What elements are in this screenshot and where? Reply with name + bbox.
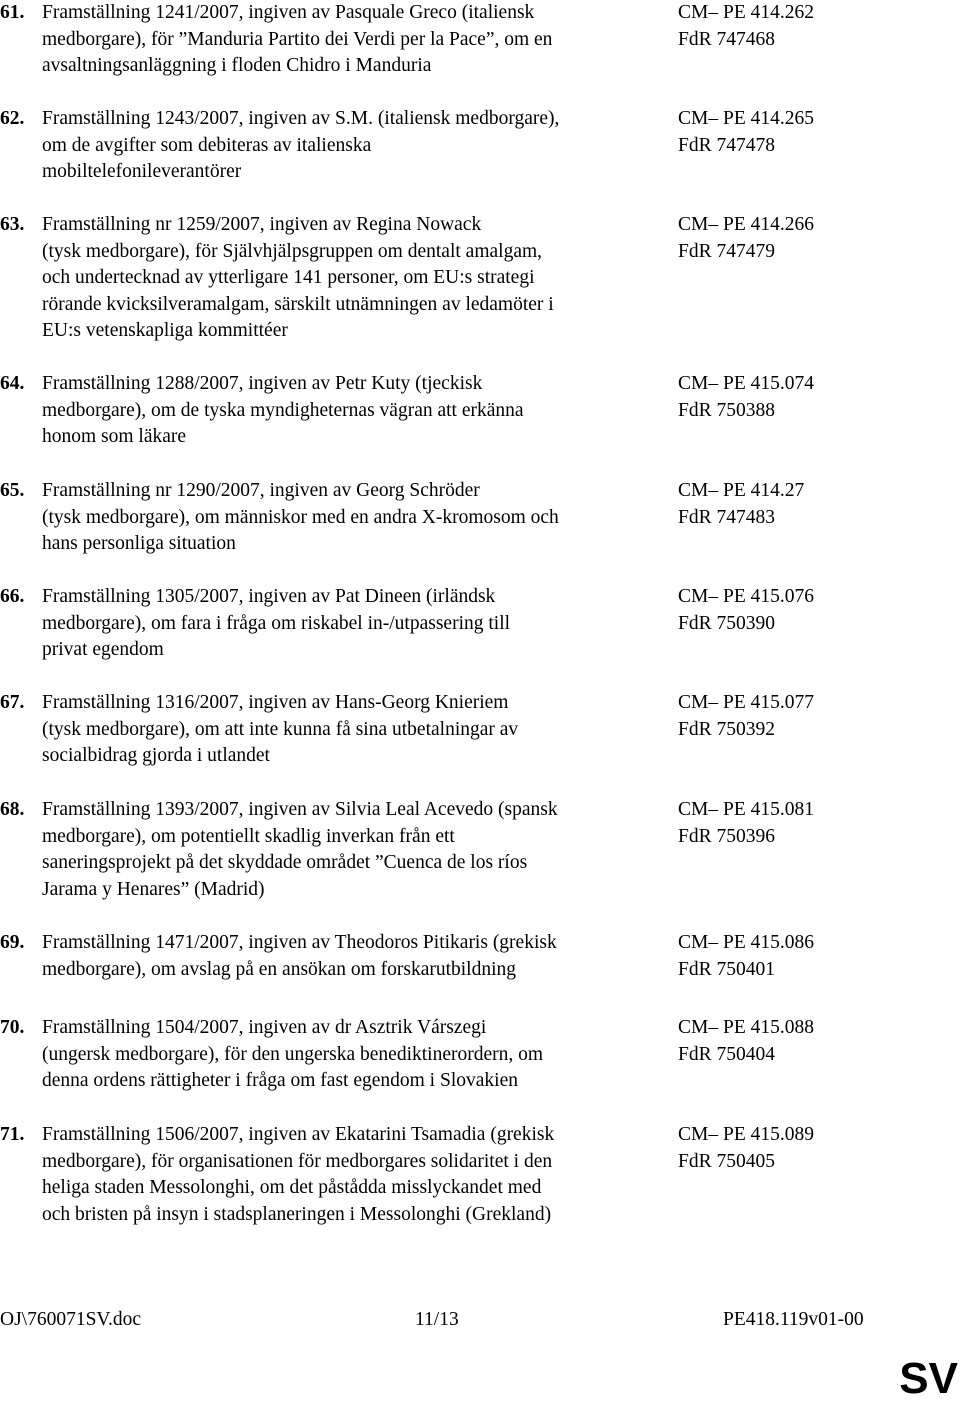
entry-text-line: (tysk medborgare), om människor med en andra X-kromosom och <box>42 506 559 528</box>
entry-references <box>678 690 948 743</box>
entry-text-line: medborgare), om avslag på en ansökan om forskarutbildning <box>42 958 517 980</box>
entry-references <box>678 930 948 983</box>
entry-text-line: EU:s vetenskapliga kommittéer <box>42 320 288 341</box>
entry-references <box>678 797 948 850</box>
cm-reference: CM– PE 415.081 <box>678 799 814 820</box>
entry-text-line: Framställning 1241/2007, ingiven av Pasquale Greco (italiensk <box>42 2 535 23</box>
entry-text-line: Framställning nr 1290/2007, ingiven av Georg Schröder <box>42 480 480 501</box>
entry-number: 67. <box>0 692 25 713</box>
entry-text-line: privat egendom <box>42 639 164 660</box>
entry-references <box>678 0 948 53</box>
entry-number: 70. <box>0 1017 25 1038</box>
entry-number: 66. <box>0 586 25 607</box>
entry-text-line: (ungersk medborgare), för den ungerska benediktinerordern, om <box>42 1043 544 1065</box>
entry-text-line: Framställning 1506/2007, ingiven av Ekatarini Tsamadia (grekisk <box>42 1124 555 1145</box>
entry-references <box>678 212 948 265</box>
entry-number: 71. <box>0 1124 25 1145</box>
entry-text-line: rörande kvicksilveramalgam, särskilt utnämningen av ledamöter i <box>42 293 554 315</box>
entry-references <box>678 1122 948 1175</box>
entry-text-line: Framställning 1305/2007, ingiven av Pat Dineen (irländsk <box>42 586 496 607</box>
entry-text-line: (tysk medborgare), för Självhjälpsgruppen om dentalt amalgam, <box>42 240 543 262</box>
entry-text <box>42 584 672 664</box>
entry-text-line: medborgare), om de tyska myndigheternas vägran att erkänna <box>42 399 524 421</box>
cm-reference: CM– PE 415.086 <box>678 932 814 953</box>
language-code: SV <box>899 1354 958 1403</box>
entry-text-line: avsaltningsanläggning i floden Chidro i Manduria <box>42 55 432 76</box>
fdr-reference: FdR 747483 <box>678 506 775 528</box>
cm-reference: CM– PE 414.262 <box>678 2 814 23</box>
entry-text <box>42 371 672 451</box>
entry-text <box>42 1122 672 1228</box>
entry-text-line: och bristen på insyn i stadsplaneringen i Messolonghi (Grekland) <box>42 1203 552 1225</box>
entry-text-line: socialbidrag gjorda i utlandet <box>42 745 270 766</box>
cm-reference: CM– PE 414.266 <box>678 214 814 235</box>
cm-reference: CM– PE 415.088 <box>678 1017 814 1038</box>
entry-text-line: och undertecknad av ytterligare 141 personer, om EU:s strategi <box>42 267 535 288</box>
entry-text-line: om de avgifter som debiteras av italienska <box>42 134 372 156</box>
entry-text-line: medborgare), för ”Manduria Partito dei Verdi per la Pace”, om en <box>42 28 553 50</box>
entry-text <box>42 1015 672 1095</box>
fdr-reference: FdR 747468 <box>678 28 775 50</box>
footer-reference: PE418.119v01-00 <box>723 1309 864 1330</box>
entry-text-line: medborgare), om fara i fråga om riskabel in-/utpassering till <box>42 612 511 634</box>
footer-filename: OJ\760071SV.doc <box>0 1309 142 1330</box>
entry-text <box>42 690 672 770</box>
entry-number: 64. <box>0 373 25 394</box>
entry-text-line: medborgare), för organisationen för medborgares solidaritet i den <box>42 1150 553 1172</box>
footer-page-number: 11/13 <box>415 1309 459 1330</box>
fdr-reference: FdR 747479 <box>678 240 775 262</box>
fdr-reference: FdR 750392 <box>678 718 775 740</box>
entry-text-line: Framställning 1316/2007, ingiven av Hans-Georg Knieriem <box>42 692 509 713</box>
entry-text-line: Jarama y Henares” (Madrid) <box>42 878 265 900</box>
entry-text-line: Framställning 1393/2007, ingiven av Silvia Leal Acevedo (spansk <box>42 799 558 820</box>
cm-reference: CM– PE 414.265 <box>678 108 814 129</box>
entry-references <box>678 371 948 424</box>
entry-number: 65. <box>0 480 25 501</box>
cm-reference: CM– PE 415.074 <box>678 373 814 394</box>
entry-text <box>42 0 672 80</box>
entry-text <box>42 106 672 186</box>
entry-text-line: saneringsprojekt på det skyddade området ”Cuenca de los ríos <box>42 852 528 873</box>
entry-text <box>42 478 672 558</box>
entry-text-line: Framställning 1471/2007, ingiven av Theodoros Pitikaris (grekisk <box>42 932 557 953</box>
entry-text-line: (tysk medborgare), om att inte kunna få sina utbetalningar av <box>42 718 519 740</box>
entry-text-line: mobiltelefonileverantörer <box>42 161 242 182</box>
entry-references <box>678 1015 948 1068</box>
fdr-reference: FdR 750401 <box>678 958 775 980</box>
entry-number: 62. <box>0 108 25 129</box>
entry-text <box>42 212 672 345</box>
entry-text-line: Framställning 1243/2007, ingiven av S.M. (italiensk medborgare), <box>42 108 560 129</box>
fdr-reference: FdR 750388 <box>678 399 775 421</box>
entry-text-line: Framställning 1504/2007, ingiven av dr Asztrik Várszegi <box>42 1017 487 1038</box>
entry-references <box>678 584 948 637</box>
fdr-reference: FdR 750405 <box>678 1150 775 1172</box>
entry-number: 69. <box>0 932 25 953</box>
cm-reference: CM– PE 415.089 <box>678 1124 814 1145</box>
entry-text <box>42 797 672 903</box>
entry-text-line: denna ordens rättigheter i fråga om fast egendom i Slovakien <box>42 1070 518 1091</box>
entry-number: 68. <box>0 799 25 820</box>
entry-number: 61. <box>0 2 25 23</box>
cm-reference: CM– PE 415.077 <box>678 692 814 713</box>
fdr-reference: FdR 747478 <box>678 134 775 156</box>
entry-text-line: hans personliga situation <box>42 533 236 554</box>
cm-reference: CM– PE 414.27 <box>678 480 805 501</box>
fdr-reference: FdR 750396 <box>678 825 775 847</box>
entry-text-line: Framställning nr 1259/2007, ingiven av Regina Nowack <box>42 214 482 235</box>
fdr-reference: FdR 750404 <box>678 1043 775 1065</box>
entry-references <box>678 478 948 531</box>
fdr-reference: FdR 750390 <box>678 612 775 634</box>
entry-text-line: heliga staden Messolonghi, om det påstådda misslyckandet med <box>42 1177 542 1198</box>
entry-text-line: medborgare), om potentiellt skadlig inverkan från ett <box>42 825 455 847</box>
page-footer <box>0 1307 960 1337</box>
cm-reference: CM– PE 415.076 <box>678 586 814 607</box>
entry-references <box>678 106 948 159</box>
entry-text-line: Framställning 1288/2007, ingiven av Petr Kuty (tjeckisk <box>42 373 483 394</box>
entry-text <box>42 930 672 983</box>
entry-text-line: honom som läkare <box>42 426 187 447</box>
entry-number: 63. <box>0 214 25 235</box>
